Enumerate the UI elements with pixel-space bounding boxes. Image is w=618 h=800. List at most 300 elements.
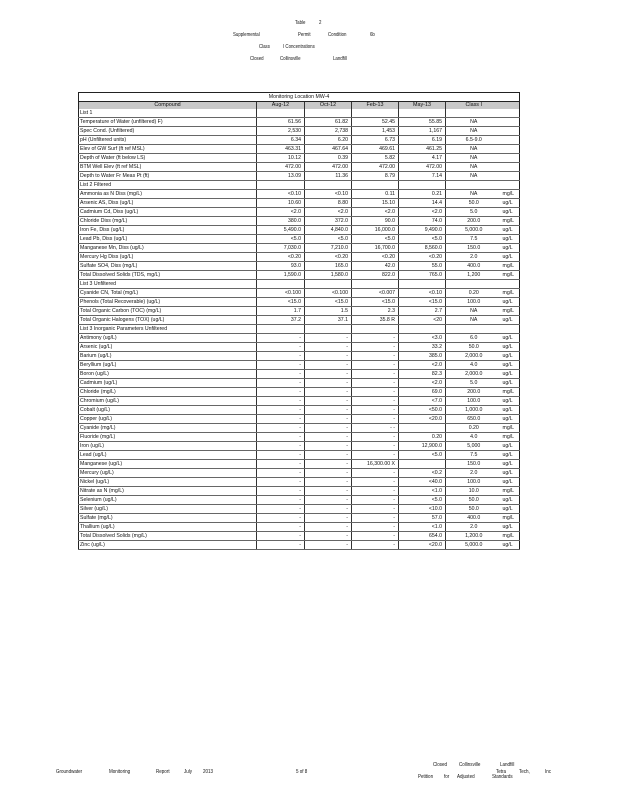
table-cell: 2.0 bbox=[446, 253, 502, 262]
table-cell: <5.0 bbox=[399, 235, 446, 244]
table-cell: - bbox=[257, 397, 305, 406]
table-cell: - bbox=[305, 496, 352, 505]
table-cell: 2.0 bbox=[446, 523, 502, 532]
table-cell bbox=[257, 280, 305, 289]
table-cell: 5,000.0 bbox=[446, 226, 502, 235]
table-cell: <2.0 bbox=[399, 208, 446, 217]
table-cell: - bbox=[257, 523, 305, 532]
table-cell bbox=[399, 280, 446, 289]
row-label: Arsenic AS, Diss (ug/L) bbox=[79, 199, 257, 208]
row-label: Nitrate as N (mg/L) bbox=[79, 487, 257, 496]
table-cell: - bbox=[305, 532, 352, 541]
footer-monitoring: Monitoring bbox=[109, 769, 131, 775]
table-cell: 6.0 bbox=[446, 334, 502, 343]
table-cell: - bbox=[305, 460, 352, 469]
table-cell: <10.0 bbox=[399, 505, 446, 514]
table-cell: 12,900.0 bbox=[399, 442, 446, 451]
table-cell: 7.5 bbox=[446, 451, 502, 460]
table-cell: <2.0 bbox=[399, 379, 446, 388]
row-label: Lead Pb, Diss (ug/L) bbox=[79, 235, 257, 244]
table-cell: 90.0 bbox=[352, 217, 399, 226]
table-cell: - bbox=[305, 379, 352, 388]
table-cell: - bbox=[352, 397, 399, 406]
table-row bbox=[79, 352, 520, 361]
table-cell: 2,738 bbox=[305, 127, 352, 136]
table-cell: 93.0 bbox=[257, 262, 305, 271]
table-cell: 200.0 bbox=[446, 217, 502, 226]
table-cell: 100.0 bbox=[446, 397, 502, 406]
table-cell bbox=[502, 163, 520, 172]
table-cell: 52.45 bbox=[352, 118, 399, 127]
table-row bbox=[79, 334, 520, 343]
row-label: pH (Unfiltered units) bbox=[79, 136, 257, 145]
table-cell: 400.0 bbox=[446, 514, 502, 523]
table-cell: - bbox=[257, 541, 305, 550]
footer-company-3: Inc bbox=[545, 769, 552, 775]
table-cell: ug/L bbox=[502, 406, 520, 415]
table-row bbox=[79, 361, 520, 370]
footer-company-2: Tech, bbox=[519, 769, 530, 775]
row-label: Total Dissolved Solids (TDS, mg/L) bbox=[79, 271, 257, 280]
row-label: Fluoride (mg/L) bbox=[79, 433, 257, 442]
table-cell: - bbox=[257, 343, 305, 352]
row-label: Elev of GW Surf (ft ref MSL) bbox=[79, 145, 257, 154]
table-cell: 0.39 bbox=[305, 154, 352, 163]
table-cell: mg/L bbox=[502, 388, 520, 397]
table-row bbox=[79, 514, 520, 523]
table-cell: ug/L bbox=[502, 451, 520, 460]
column-header: Oct-12 bbox=[305, 102, 352, 110]
table-cell bbox=[399, 109, 446, 118]
table-cell: 6.20 bbox=[305, 136, 352, 145]
table-row bbox=[79, 217, 520, 226]
table-cell: 461.25 bbox=[399, 145, 446, 154]
table-cell: <0.100 bbox=[305, 289, 352, 298]
table-cell: 5,000.0 bbox=[446, 541, 502, 550]
table-cell: 13.09 bbox=[257, 172, 305, 181]
table-cell: 2.3 bbox=[352, 307, 399, 316]
table-cell bbox=[399, 325, 446, 334]
row-label: Cadmium Cd, Diss (ug/L) bbox=[79, 208, 257, 217]
table-cell: <2.0 bbox=[305, 208, 352, 217]
table-cell: - bbox=[352, 469, 399, 478]
row-label: Cobalt (ug/L) bbox=[79, 406, 257, 415]
section-row bbox=[79, 109, 520, 118]
footer-groundwater: Groundwater bbox=[56, 769, 83, 775]
table-cell: 5,000 bbox=[446, 442, 502, 451]
table-cell: mg/L bbox=[502, 514, 520, 523]
table-cell: 1.5 bbox=[305, 307, 352, 316]
table-row bbox=[79, 298, 520, 307]
row-label: Chloride Diss (mg/L) bbox=[79, 217, 257, 226]
table-cell: mg/L bbox=[502, 307, 520, 316]
table-cell: 50.0 bbox=[446, 505, 502, 514]
table-cell: 37.2 bbox=[257, 316, 305, 325]
header-permit: Permit bbox=[298, 32, 311, 38]
row-label: Beryllium (ug/L) bbox=[79, 361, 257, 370]
table-cell: mg/L bbox=[502, 289, 520, 298]
table-cell: 5.0 bbox=[446, 208, 502, 217]
table-cell: 0.20 bbox=[446, 424, 502, 433]
row-label: Cyanide CN, Total (mg/L) bbox=[79, 289, 257, 298]
row-label: Lead (ug/L) bbox=[79, 451, 257, 460]
table-cell: ug/L bbox=[502, 469, 520, 478]
table-cell bbox=[502, 172, 520, 181]
table-cell: - bbox=[352, 496, 399, 505]
table-cell: 8.80 bbox=[305, 199, 352, 208]
table-cell: <15.0 bbox=[352, 298, 399, 307]
table-cell: <20.0 bbox=[399, 415, 446, 424]
footer-report: Report bbox=[156, 769, 170, 775]
table-cell: - bbox=[352, 433, 399, 442]
table-cell: 0.20 bbox=[399, 433, 446, 442]
table-cell: ug/L bbox=[502, 334, 520, 343]
table-cell: 69.0 bbox=[399, 388, 446, 397]
table-row bbox=[79, 244, 520, 253]
row-label: Manganese Mn, Diss (ug/L) bbox=[79, 244, 257, 253]
column-header: May-13 bbox=[399, 102, 446, 110]
column-header-row bbox=[79, 102, 520, 110]
table-cell bbox=[502, 118, 520, 127]
table-cell: mg/L bbox=[502, 433, 520, 442]
table-cell: 1,000.0 bbox=[446, 406, 502, 415]
table-cell: - bbox=[305, 505, 352, 514]
table-cell: NA bbox=[446, 118, 502, 127]
table-cell: - bbox=[305, 343, 352, 352]
table-row bbox=[79, 505, 520, 514]
table-cell: - bbox=[257, 424, 305, 433]
table-cell: 165.0 bbox=[305, 262, 352, 271]
table-cell bbox=[502, 154, 520, 163]
table-cell: mg/L bbox=[502, 532, 520, 541]
table-cell: NA bbox=[446, 154, 502, 163]
table-cell bbox=[399, 181, 446, 190]
table-row bbox=[79, 271, 520, 280]
table-row bbox=[79, 163, 520, 172]
table-cell: 200.0 bbox=[446, 388, 502, 397]
table-cell: 463.31 bbox=[257, 145, 305, 154]
table-cell: 57.0 bbox=[399, 514, 446, 523]
footer-for: for bbox=[444, 774, 450, 780]
table-cell: 0.11 bbox=[352, 190, 399, 199]
table-cell: 150.0 bbox=[446, 244, 502, 253]
table-cell: ug/L bbox=[502, 208, 520, 217]
table-cell: - bbox=[257, 388, 305, 397]
table-cell: 2.0 bbox=[446, 469, 502, 478]
table-cell: 150.0 bbox=[446, 460, 502, 469]
table-cell bbox=[446, 109, 502, 118]
table-cell bbox=[305, 109, 352, 118]
table-cell: - bbox=[257, 469, 305, 478]
header-supplemental: Supplemental bbox=[233, 32, 260, 38]
table-cell bbox=[399, 424, 446, 433]
table-cell: <5.0 bbox=[399, 496, 446, 505]
table-row bbox=[79, 379, 520, 388]
table-cell: - bbox=[257, 379, 305, 388]
table-cell: <0.10 bbox=[399, 289, 446, 298]
footer-closed: Closed bbox=[433, 762, 448, 768]
table-row bbox=[79, 442, 520, 451]
table-cell: - bbox=[257, 514, 305, 523]
table-cell: <1.0 bbox=[399, 523, 446, 532]
row-label: Cyanide (mg/L) bbox=[79, 424, 257, 433]
row-label: Phenols (Total Recoverable) (ug/L) bbox=[79, 298, 257, 307]
table-cell: 4.0 bbox=[446, 433, 502, 442]
table-cell: NA bbox=[446, 172, 502, 181]
header-class: Class bbox=[259, 44, 270, 50]
table-cell: - bbox=[257, 532, 305, 541]
row-label: List 3 Unfiltered bbox=[79, 280, 257, 289]
table-cell: ug/L bbox=[502, 460, 520, 469]
table-cell: <7.0 bbox=[399, 397, 446, 406]
table-cell: - bbox=[305, 415, 352, 424]
table-row bbox=[79, 118, 520, 127]
table-cell bbox=[352, 181, 399, 190]
table-cell: mg/L bbox=[502, 262, 520, 271]
table-cell: - bbox=[257, 442, 305, 451]
table-cell: <2.0 bbox=[352, 208, 399, 217]
table-cell: 42.0 bbox=[352, 262, 399, 271]
table-cell: NA bbox=[446, 190, 502, 199]
table-cell: - bbox=[352, 505, 399, 514]
table-cell: - bbox=[305, 442, 352, 451]
table-cell: - bbox=[257, 505, 305, 514]
table-cell: - bbox=[305, 469, 352, 478]
row-label: Iron (ug/L) bbox=[79, 442, 257, 451]
table-cell: <0.10 bbox=[305, 190, 352, 199]
row-label: Antimony (ug/L) bbox=[79, 334, 257, 343]
footer-site: Collinsville bbox=[459, 762, 481, 768]
table-cell: 8.79 bbox=[352, 172, 399, 181]
row-label: Zinc (ug/L) bbox=[79, 541, 257, 550]
row-label: Copper (ug/L) bbox=[79, 415, 257, 424]
row-label: Total Organic Carbon (TOC) (mg/L) bbox=[79, 307, 257, 316]
table-cell: 1,580.0 bbox=[305, 271, 352, 280]
table-cell: - bbox=[305, 523, 352, 532]
table-cell: 50.0 bbox=[446, 199, 502, 208]
table-cell: 0.21 bbox=[399, 190, 446, 199]
table-cell: ug/L bbox=[502, 244, 520, 253]
table-row bbox=[79, 406, 520, 415]
table-cell: 2,000.0 bbox=[446, 352, 502, 361]
table-body bbox=[79, 93, 520, 550]
table-row bbox=[79, 199, 520, 208]
row-label: Total Organic Halogens (TOX) (ug/L) bbox=[79, 316, 257, 325]
table-cell: <5.0 bbox=[352, 235, 399, 244]
concentrations-table bbox=[78, 92, 520, 550]
table-cell: <0.2 bbox=[399, 469, 446, 478]
row-label: Arsenic (ug/L) bbox=[79, 343, 257, 352]
table-cell: <0.007 bbox=[352, 289, 399, 298]
section-row bbox=[79, 181, 520, 190]
header-landfill: Landfill bbox=[333, 56, 347, 62]
table-row bbox=[79, 145, 520, 154]
table-cell: - bbox=[305, 334, 352, 343]
table-row bbox=[79, 172, 520, 181]
header-condition: Condition bbox=[328, 32, 347, 38]
row-label: Iron Fe, Diss (ug/L) bbox=[79, 226, 257, 235]
table-cell: - bbox=[257, 352, 305, 361]
table-cell: 5.0 bbox=[446, 379, 502, 388]
table-cell bbox=[446, 325, 502, 334]
table-cell: 100.0 bbox=[446, 478, 502, 487]
table-cell: 8,560.0 bbox=[399, 244, 446, 253]
table-cell: 6.5-9.0 bbox=[446, 136, 502, 145]
table-cell: 7,030.0 bbox=[257, 244, 305, 253]
table-cell: 400.0 bbox=[446, 262, 502, 271]
table-cell: ug/L bbox=[502, 316, 520, 325]
table-cell: <5.0 bbox=[399, 451, 446, 460]
table-cell: - bbox=[257, 370, 305, 379]
table-cell: 2.7 bbox=[399, 307, 446, 316]
table-cell: 1,590.0 bbox=[257, 271, 305, 280]
row-label: List 2 Filtered bbox=[79, 181, 257, 190]
table-cell: - bbox=[352, 532, 399, 541]
table-cell bbox=[502, 136, 520, 145]
column-header: Compound bbox=[79, 102, 257, 110]
row-label: Chloride (mg/L) bbox=[79, 388, 257, 397]
table-cell bbox=[257, 325, 305, 334]
row-label: Depth of Water (ft below LS) bbox=[79, 154, 257, 163]
table-cell: - bbox=[352, 370, 399, 379]
table-cell: - bbox=[257, 361, 305, 370]
table-cell: 15.10 bbox=[352, 199, 399, 208]
footer-landfill: Landfill bbox=[500, 762, 515, 768]
table-cell: NA bbox=[446, 145, 502, 154]
table-cell: - bbox=[352, 523, 399, 532]
table-cell: ug/L bbox=[502, 397, 520, 406]
column-header: Class I bbox=[446, 102, 502, 110]
table-cell: 16,700.0 bbox=[352, 244, 399, 253]
table-cell: 5.82 bbox=[352, 154, 399, 163]
table-row bbox=[79, 469, 520, 478]
table-cell: ug/L bbox=[502, 496, 520, 505]
table-cell: - bbox=[352, 487, 399, 496]
row-label: Spec Cond. (Unfiltered) bbox=[79, 127, 257, 136]
table-cell: - bbox=[305, 388, 352, 397]
table-cell bbox=[305, 181, 352, 190]
table-cell: <0.20 bbox=[257, 253, 305, 262]
table-cell: - bbox=[257, 406, 305, 415]
table-cell bbox=[446, 280, 502, 289]
table-cell: 822.0 bbox=[352, 271, 399, 280]
table-cell: - bbox=[305, 397, 352, 406]
table-row bbox=[79, 343, 520, 352]
table-row bbox=[79, 253, 520, 262]
table-cell: ug/L bbox=[502, 298, 520, 307]
table-row bbox=[79, 496, 520, 505]
table-cell: mg/L bbox=[502, 190, 520, 199]
table-row bbox=[79, 433, 520, 442]
table-row bbox=[79, 541, 520, 550]
table-cell: 14.4 bbox=[399, 199, 446, 208]
table-cell: <1.0 bbox=[399, 487, 446, 496]
table-cell: 50.0 bbox=[446, 343, 502, 352]
table-cell: 380.0 bbox=[257, 217, 305, 226]
table-cell: 472.00 bbox=[257, 163, 305, 172]
table-cell: - bbox=[257, 451, 305, 460]
row-label: Total Dissolved Solids (mg/L) bbox=[79, 532, 257, 541]
table-cell: 6.19 bbox=[399, 136, 446, 145]
table-cell: 10.60 bbox=[257, 199, 305, 208]
table-row bbox=[79, 397, 520, 406]
table-cell: NA bbox=[446, 316, 502, 325]
row-label: Temperature of Water (unfiltered) F) bbox=[79, 118, 257, 127]
header-concentrations: I Concentrations bbox=[283, 44, 315, 50]
header-condition-number: 6b bbox=[370, 32, 375, 38]
table-cell: <15.0 bbox=[305, 298, 352, 307]
table-cell: <0.20 bbox=[399, 253, 446, 262]
table-cell bbox=[502, 145, 520, 154]
table-row bbox=[79, 415, 520, 424]
table-row bbox=[79, 370, 520, 379]
table-cell: - bbox=[257, 478, 305, 487]
table-cell: 1,200 bbox=[446, 271, 502, 280]
table-cell: ug/L bbox=[502, 370, 520, 379]
table-cell: 100.0 bbox=[446, 298, 502, 307]
table-cell: ug/L bbox=[502, 352, 520, 361]
row-label: Selenium (ug/L) bbox=[79, 496, 257, 505]
table-cell: <40.0 bbox=[399, 478, 446, 487]
table-row bbox=[79, 451, 520, 460]
section-row bbox=[79, 325, 520, 334]
location-row bbox=[79, 93, 520, 102]
table-cell: - - bbox=[352, 424, 399, 433]
row-label: Boron (ug/L) bbox=[79, 370, 257, 379]
table-number: 2 bbox=[319, 20, 322, 26]
row-label: Thallium (ug/L) bbox=[79, 523, 257, 532]
table-cell: <20 bbox=[399, 316, 446, 325]
table-cell: 4.0 bbox=[446, 361, 502, 370]
table-cell: - bbox=[352, 334, 399, 343]
table-cell: 4.17 bbox=[399, 154, 446, 163]
table-cell: 5,490.0 bbox=[257, 226, 305, 235]
table-row bbox=[79, 190, 520, 199]
table-cell: - bbox=[305, 451, 352, 460]
table-cell: NA bbox=[446, 307, 502, 316]
table-cell: 61.56 bbox=[257, 118, 305, 127]
table-cell: - bbox=[305, 361, 352, 370]
table-cell: 1.7 bbox=[257, 307, 305, 316]
table-cell: - bbox=[305, 352, 352, 361]
table-cell: - bbox=[352, 379, 399, 388]
column-header: Feb-13 bbox=[352, 102, 399, 110]
table-cell: <5.0 bbox=[305, 235, 352, 244]
table-cell bbox=[502, 127, 520, 136]
table-cell: 7.14 bbox=[399, 172, 446, 181]
table-cell: 35.8 R bbox=[352, 316, 399, 325]
table-cell: mg/L bbox=[502, 424, 520, 433]
table-cell: 1,453 bbox=[352, 127, 399, 136]
table-cell: <2.0 bbox=[399, 361, 446, 370]
footer-company-1: Tetra bbox=[496, 769, 507, 775]
table-cell: <3.0 bbox=[399, 334, 446, 343]
table-cell bbox=[257, 181, 305, 190]
table-cell bbox=[446, 181, 502, 190]
table-cell: 50.0 bbox=[446, 496, 502, 505]
table-cell bbox=[502, 181, 520, 190]
table-cell: - bbox=[352, 541, 399, 550]
table-cell: - bbox=[257, 334, 305, 343]
table-cell: 472.00 bbox=[305, 163, 352, 172]
row-label: Sulfate SO4, Diss (mg/L) bbox=[79, 262, 257, 271]
table-row bbox=[79, 316, 520, 325]
table-row bbox=[79, 154, 520, 163]
table-cell: 11.36 bbox=[305, 172, 352, 181]
table-row bbox=[79, 460, 520, 469]
section-row bbox=[79, 280, 520, 289]
table-cell: 0.20 bbox=[446, 289, 502, 298]
